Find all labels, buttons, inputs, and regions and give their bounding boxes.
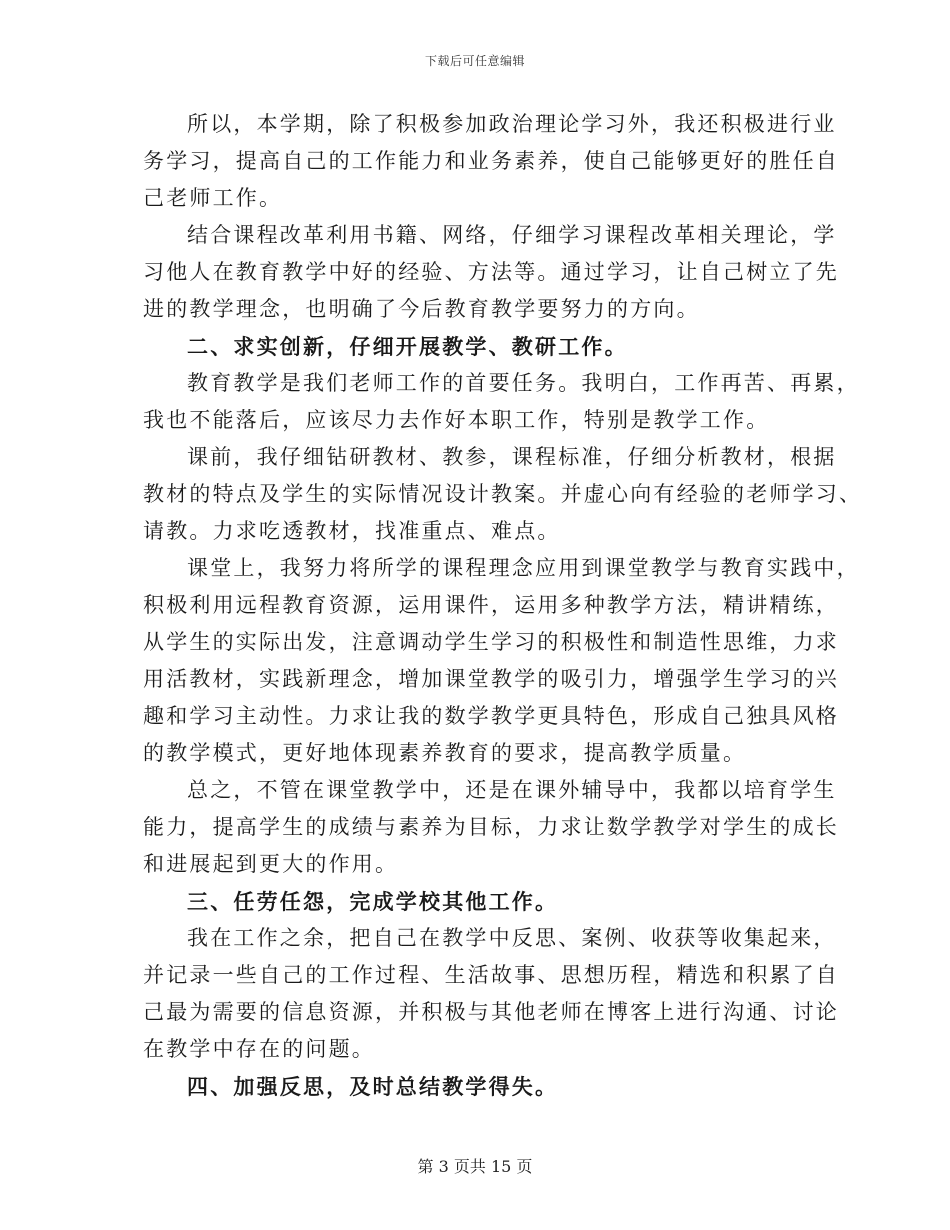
paragraph-line: 结合课程改革利用书籍、网络，仔细学习课程改革相关理论，学 — [187, 223, 837, 247]
paragraph — [143, 217, 839, 328]
paragraph-line: 总之，不管在课堂教学中，还是在课外辅导中，我都以培育学生 — [187, 778, 837, 802]
paragraph-line: 教材的特点及学生的实际情况设计教案。并虚心向有经验的老师学习、 — [143, 482, 863, 506]
section-heading-text: 三、任劳任怨，完成学校其他工作。 — [187, 889, 559, 914]
page-footer: 第 3 页共 15 页 — [417, 1157, 533, 1176]
section-heading — [143, 883, 803, 920]
paragraph-line: 的教学模式，更好地体现素养教育的要求，提高教学质量。 — [143, 741, 747, 765]
paragraph-line: 从学生的实际出发，注意调动学生学习的积极性和制造性思维，力求 — [143, 630, 839, 654]
paragraph-line: 我在工作之余，把自己在教学中反思、案例、收获等收集起来， — [187, 926, 837, 950]
paragraph-line: 课前，我仔细钻研教材、教参，课程标准，仔细分析教材，根据 — [187, 445, 837, 469]
paragraph — [143, 439, 863, 550]
paragraph-line: 所以，本学期，除了积极参加政治理论学习外，我还积极进行业 — [187, 112, 837, 136]
paragraph-line: 在教学中存在的问题。 — [143, 1037, 375, 1061]
paragraph-line: 能力，提高学生的成绩与素养为目标，力求让数学教学对学生的成长 — [143, 815, 839, 839]
paragraph-line: 习他人在教育教学中好的经验、方法等。通过学习，让自己树立了先 — [143, 260, 839, 284]
paragraph-line: 趣和学习主动性。力求让我的数学教学更具特色，形成自己独具风格 — [143, 704, 839, 728]
section-heading — [143, 328, 803, 365]
paragraph-line: 课堂上，我努力将所学的课程理念应用到课堂教学与教育实践中， — [187, 556, 860, 580]
paragraph — [143, 550, 860, 772]
paragraph-line: 己最为需要的信息资源，并积极与其他老师在博客上进行沟通、讨论 — [143, 1000, 839, 1024]
paragraph — [143, 365, 860, 439]
page-header: 下载后可任意编辑 — [424, 54, 525, 68]
section-heading-text: 二、求实创新，仔细开展教学、教研工作。 — [187, 334, 628, 359]
paragraph-line: 进的教学理念，也明确了今后教育教学要努力的方向。 — [143, 297, 700, 321]
document-body — [143, 106, 863, 1105]
paragraph — [143, 920, 839, 1068]
paragraph-line: 务学习，提高自己的工作能力和业务素养，使自己能够更好的胜任自 — [143, 149, 839, 173]
paragraph-line: 用活教材，实践新理念，增加课堂教学的吸引力，增强学生学习的兴 — [143, 667, 839, 691]
paragraph-line: 积极利用远程教育资源，运用课件，运用多种教学方法，精讲精练， — [143, 593, 839, 617]
paragraph-line: 和进展起到更大的作用。 — [143, 852, 399, 876]
paragraph-line: 并记录一些自己的工作过程、生活故事、思想历程，精选和积累了自 — [143, 963, 839, 987]
paragraph — [143, 106, 839, 217]
paragraph-line: 教育教学是我们老师工作的首要任务。我明白，工作再苦、再累， — [187, 371, 860, 395]
section-heading-text: 四、加强反思，及时总结教学得失。 — [187, 1074, 559, 1099]
paragraph — [143, 772, 839, 883]
paragraph-line: 请教。力求吃透教材，找准重点、难点。 — [143, 519, 561, 543]
paragraph-line: 己老师工作。 — [143, 186, 283, 210]
section-heading — [143, 1068, 803, 1105]
paragraph-line: 我也不能落后，应该尽力去作好本职工作，特别是教学工作。 — [143, 408, 770, 432]
